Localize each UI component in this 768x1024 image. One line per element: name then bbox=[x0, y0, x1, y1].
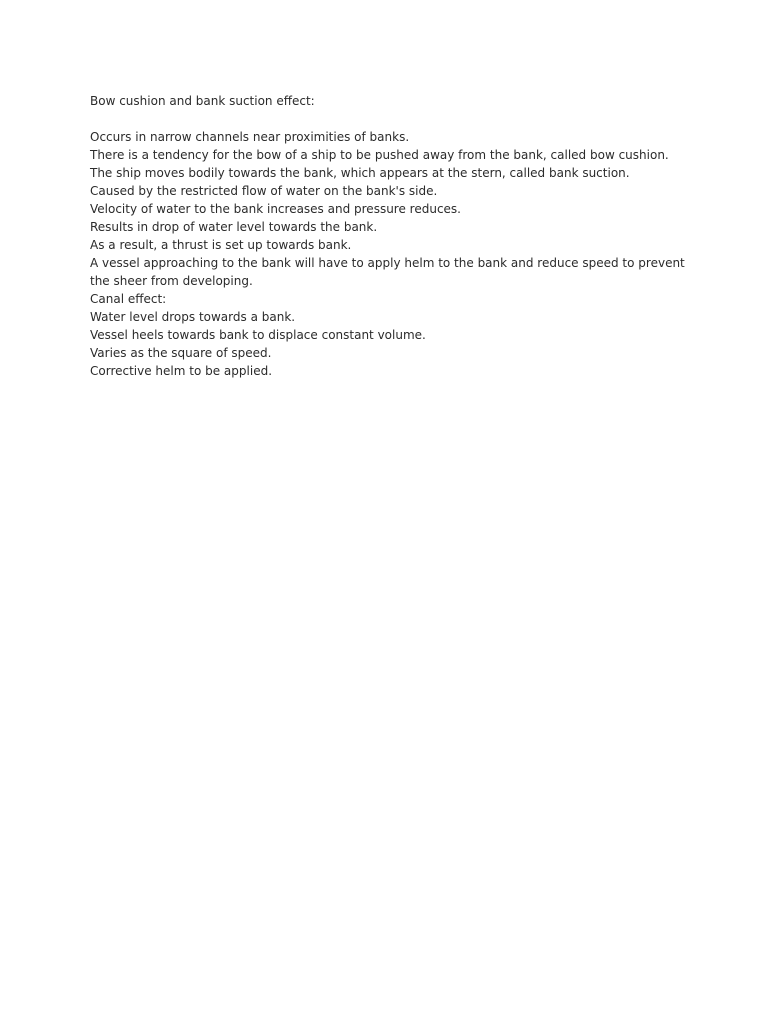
text-line: Vessel heels towards bank to displace constant volume. bbox=[90, 328, 426, 342]
text-line: There is a tendency for the bow of a ship to be pushed away from the bank, called bow cushion. bbox=[90, 148, 669, 162]
document-title: Bow cushion and bank suction effect: bbox=[90, 94, 315, 108]
document-lines bbox=[90, 128, 690, 380]
text-line: Caused by the restricted flow of water on the bank's side. bbox=[90, 184, 438, 198]
text-line: Velocity of water to the bank increases and pressure reduces. bbox=[90, 202, 461, 216]
text-line: Corrective helm to be applied. bbox=[90, 364, 273, 378]
text-line: Varies as the square of speed. bbox=[90, 346, 272, 360]
text-line: The ship moves bodily towards the bank, which appears at the stern, called bank suction. bbox=[90, 166, 630, 180]
text-line: Canal effect: bbox=[90, 292, 167, 306]
text-line: Water level drops towards a bank. bbox=[90, 310, 296, 324]
document-body bbox=[90, 92, 690, 380]
text-line: A vessel approaching to the bank will have to apply helm to the bank and reduce speed to prevent the sheer from developing. bbox=[90, 256, 685, 288]
text-line: Results in drop of water level towards the bank. bbox=[90, 220, 378, 234]
text-line: Occurs in narrow channels near proximities of banks. bbox=[90, 130, 410, 144]
text-line: As a result, a thrust is set up towards bank. bbox=[90, 238, 352, 252]
